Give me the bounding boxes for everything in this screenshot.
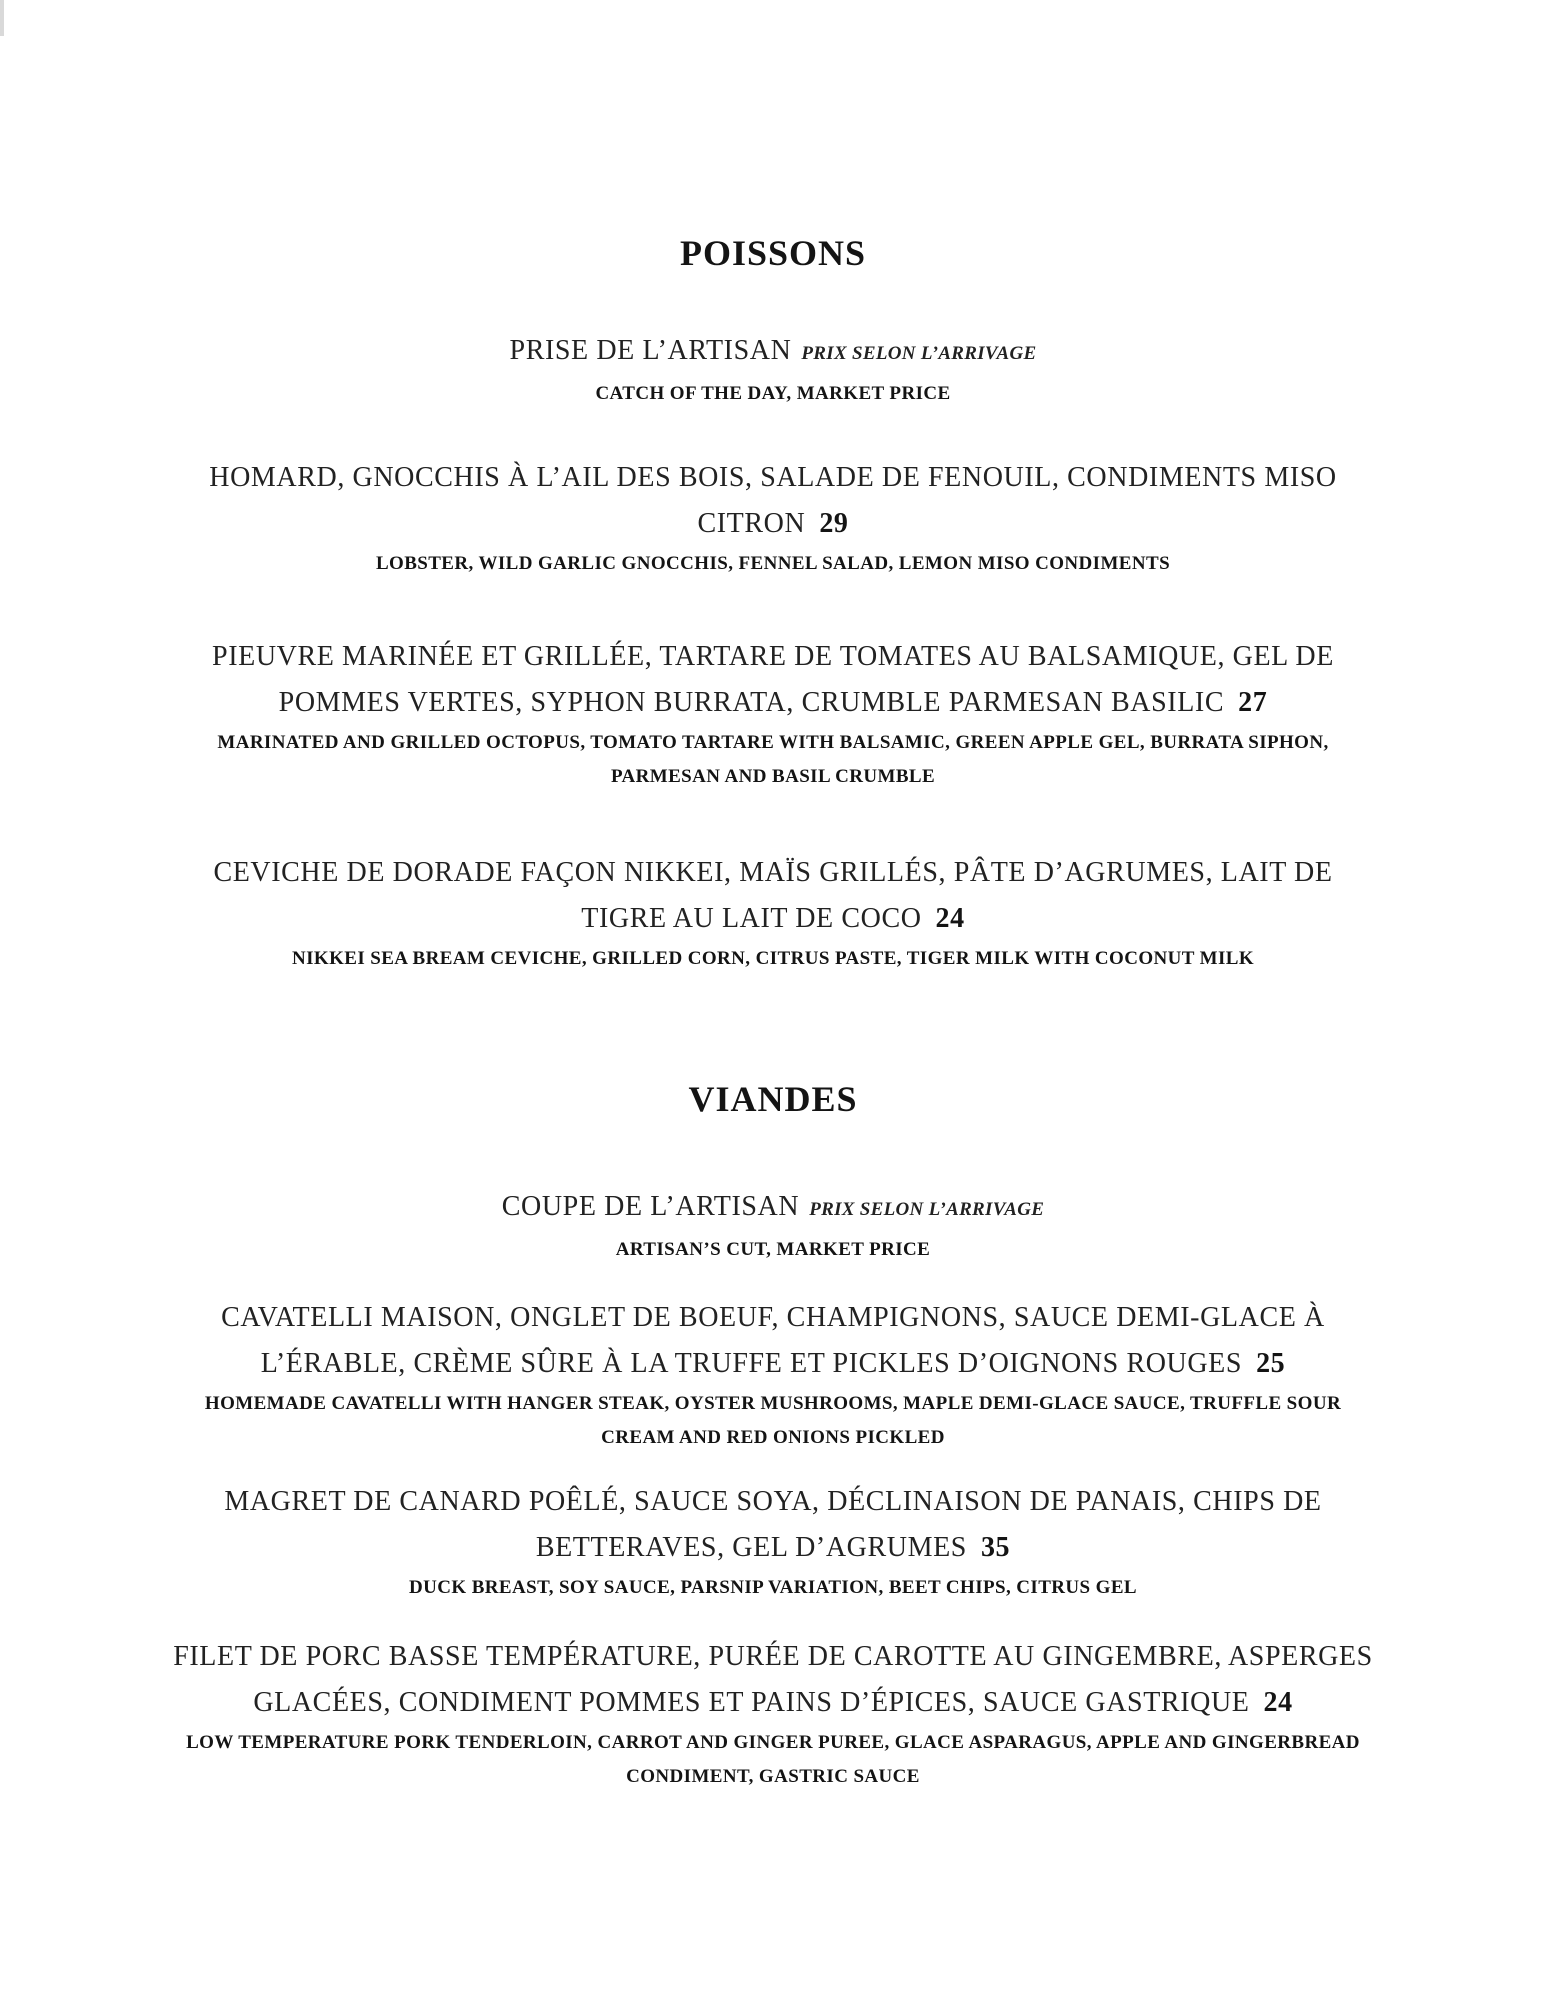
dish-price: 25 — [1256, 1348, 1286, 1379]
menu-item — [170, 1184, 1376, 1267]
price-note: PRIX SELON L’ARRIVAGE — [801, 343, 1037, 364]
dish-price: 24 — [1263, 1687, 1293, 1718]
menu-item — [170, 634, 1376, 794]
menu-item — [170, 455, 1376, 581]
menu-item — [170, 850, 1376, 976]
scan-edge-mark — [0, 0, 4, 36]
dish-name-en: MARINATED AND GRILLED OCTOPUS, TOMATO TARTARE WITH BALSAMIC, GREEN APPLE GEL, BURRATA SIPHON, PARMESAN AND BASIL CRUMBLE — [217, 732, 1329, 787]
dish-name-fr: PRISE DE L’ARTISAN — [509, 335, 792, 366]
dish-name-fr: FILET DE PORC BASSE TEMPÉRATURE, PURÉE DE CAROTTE AU GINGEMBRE, ASPERGES GLACÉES, CONDIMENT POMMES ET PAINS D’ÉPICES, SAUCE GASTRIQUE — [173, 1641, 1373, 1718]
dish-name-en: LOW TEMPERATURE PORK TENDERLOIN, CARROT AND GINGER PUREE, GLACE ASPARAGUS, APPLE AND GINGERBREAD CONDIMENT, GASTRIC SAUCE — [186, 1732, 1360, 1787]
dish-name-en: LOBSTER, WILD GARLIC GNOCCHIS, FENNEL SALAD, LEMON MISO CONDIMENTS — [375, 553, 1171, 574]
dish-price: 29 — [819, 508, 849, 539]
section-title-poissons: POISSONS — [679, 233, 867, 273]
menu-item — [170, 1634, 1376, 1794]
dish-name-fr: HOMARD, GNOCCHIS À L’AIL DES BOIS, SALADE DE FENOUIL, CONDIMENTS MISO CITRON — [209, 462, 1337, 539]
dish-name-en: HOMEMADE CAVATELLI WITH HANGER STEAK, OYSTER MUSHROOMS, MAPLE DEMI-GLACE SAUCE, TRUFFLE SOUR CREAM AND RED ONIONS PICKLED — [204, 1393, 1342, 1448]
dish-price: 35 — [980, 1532, 1011, 1563]
dish-name-en: CATCH OF THE DAY, MARKET PRICE — [595, 383, 951, 404]
dish-name-en: NIKKEI SEA BREAM CEVICHE, GRILLED CORN, CITRUS PASTE, TIGER MILK WITH COCONUT MILK — [291, 948, 1255, 969]
dish-name-en: ARTISAN’S CUT, MARKET PRICE — [615, 1239, 931, 1260]
dish-price: 24 — [935, 903, 965, 934]
menu-item — [170, 328, 1376, 411]
menu-item — [170, 1479, 1376, 1605]
section-title-viandes: VIANDES — [688, 1079, 858, 1119]
dish-name-en: DUCK BREAST, SOY SAUCE, PARSNIP VARIATION, BEET CHIPS, CITRUS GEL — [409, 1577, 1137, 1598]
menu-item — [170, 1295, 1376, 1455]
dish-name-fr: MAGRET DE CANARD POÊLÉ, SAUCE SOYA, DÉCLINAISON DE PANAIS, CHIPS DE BETTERAVES, GEL D’AGRUMES — [224, 1486, 1322, 1563]
price-note: PRIX SELON L’ARRIVAGE — [809, 1199, 1045, 1220]
dish-name-fr: CEVICHE DE DORADE FAÇON NIKKEI, MAÏS GRILLÉS, PÂTE D’AGRUMES, LAIT DE TIGRE AU LAIT DE COCO — [213, 857, 1333, 934]
dish-name-fr: COUPE DE L’ARTISAN — [501, 1191, 800, 1222]
dish-price: 27 — [1238, 687, 1268, 718]
dish-name-fr: CAVATELLI MAISON, ONGLET DE BOEUF, CHAMPIGNONS, SAUCE DEMI-GLACE À L’ÉRABLE, CRÈME SÛRE À LA TRUFFE ET PICKLES D’OIGNONS ROUGES — [221, 1302, 1325, 1379]
dish-name-fr: PIEUVRE MARINÉE ET GRILLÉE, TARTARE DE TOMATES AU BALSAMIQUE, GEL DE POMMES VERTES, SYPHON BURRATA, CRUMBLE PARMESAN BASILIC — [212, 641, 1334, 718]
